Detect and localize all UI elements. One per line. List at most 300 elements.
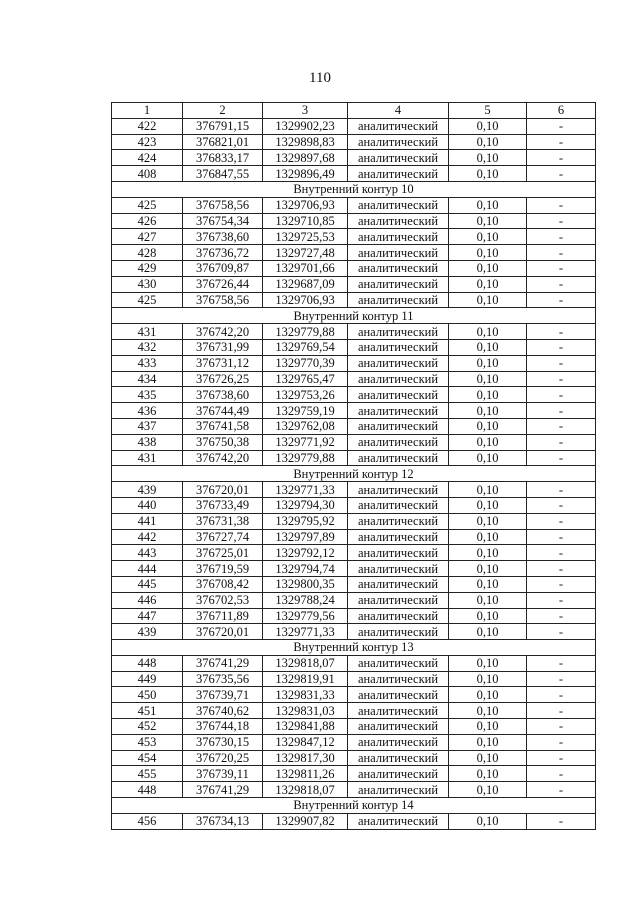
accuracy-cell: 0,10 (449, 403, 527, 419)
section-label: Внутренний контур 14 (112, 798, 596, 814)
description-cell: - (527, 687, 596, 703)
y-coordinate-cell: 1329819,91 (263, 671, 348, 687)
method-cell: аналитический (348, 245, 449, 261)
description-cell: - (527, 450, 596, 466)
y-coordinate-cell: 1329753,26 (263, 387, 348, 403)
accuracy-cell: 0,10 (449, 497, 527, 513)
point-number-cell: 454 (112, 750, 183, 766)
method-cell: аналитический (348, 213, 449, 229)
accuracy-cell: 0,10 (449, 513, 527, 529)
accuracy-cell: 0,10 (449, 766, 527, 782)
table-row (112, 813, 596, 829)
y-coordinate-cell: 1329771,92 (263, 434, 348, 450)
description-cell: - (527, 513, 596, 529)
y-coordinate-cell: 1329759,19 (263, 403, 348, 419)
accuracy-cell: 0,10 (449, 260, 527, 276)
description-cell: - (527, 482, 596, 498)
x-coordinate-cell: 376708,42 (183, 576, 263, 592)
column-header: 4 (348, 103, 449, 119)
accuracy-cell: 0,10 (449, 782, 527, 798)
description-cell: - (527, 213, 596, 229)
x-coordinate-cell: 376738,60 (183, 229, 263, 245)
accuracy-cell: 0,10 (449, 434, 527, 450)
description-cell: - (527, 782, 596, 798)
point-number-cell: 438 (112, 434, 183, 450)
x-coordinate-cell: 376847,55 (183, 166, 263, 182)
description-cell: - (527, 150, 596, 166)
point-number-cell: 408 (112, 166, 183, 182)
method-cell: аналитический (348, 450, 449, 466)
method-cell: аналитический (348, 434, 449, 450)
y-coordinate-cell: 1329725,53 (263, 229, 348, 245)
point-number-cell: 446 (112, 592, 183, 608)
method-cell: аналитический (348, 418, 449, 434)
point-number-cell: 455 (112, 766, 183, 782)
accuracy-cell: 0,10 (449, 545, 527, 561)
point-number-cell: 449 (112, 671, 183, 687)
description-cell: - (527, 608, 596, 624)
y-coordinate-cell: 1329794,74 (263, 561, 348, 577)
method-cell: аналитический (348, 703, 449, 719)
y-coordinate-cell: 1329788,24 (263, 592, 348, 608)
description-cell: - (527, 655, 596, 671)
x-coordinate-cell: 376744,18 (183, 719, 263, 735)
description-cell: - (527, 339, 596, 355)
accuracy-cell: 0,10 (449, 150, 527, 166)
y-coordinate-cell: 1329762,08 (263, 418, 348, 434)
x-coordinate-cell: 376744,49 (183, 403, 263, 419)
point-number-cell: 439 (112, 624, 183, 640)
point-number-cell: 435 (112, 387, 183, 403)
description-cell: - (527, 418, 596, 434)
x-coordinate-cell: 376758,56 (183, 197, 263, 213)
description-cell: - (527, 624, 596, 640)
method-cell: аналитический (348, 497, 449, 513)
description-cell: - (527, 371, 596, 387)
accuracy-cell: 0,10 (449, 719, 527, 735)
description-cell: - (527, 276, 596, 292)
accuracy-cell: 0,10 (449, 387, 527, 403)
table-row (112, 687, 596, 703)
point-number-cell: 452 (112, 719, 183, 735)
column-header: 2 (183, 103, 263, 119)
page-number: 110 (309, 70, 331, 86)
description-cell: - (527, 703, 596, 719)
x-coordinate-cell: 376740,62 (183, 703, 263, 719)
table-row (112, 229, 596, 245)
table-row (112, 387, 596, 403)
accuracy-cell: 0,10 (449, 339, 527, 355)
point-number-cell: 453 (112, 734, 183, 750)
description-cell: - (527, 134, 596, 150)
y-coordinate-cell: 1329902,23 (263, 118, 348, 134)
y-coordinate-cell: 1329907,82 (263, 813, 348, 829)
accuracy-cell: 0,10 (449, 166, 527, 182)
table-row (112, 482, 596, 498)
point-number-cell: 422 (112, 118, 183, 134)
description-cell: - (527, 576, 596, 592)
y-coordinate-cell: 1329710,85 (263, 213, 348, 229)
accuracy-cell: 0,10 (449, 671, 527, 687)
column-header: 5 (449, 103, 527, 119)
section-label: Внутренний контур 10 (112, 181, 596, 197)
method-cell: аналитический (348, 766, 449, 782)
method-cell: аналитический (348, 387, 449, 403)
x-coordinate-cell: 376702,53 (183, 592, 263, 608)
table-row (112, 703, 596, 719)
x-coordinate-cell: 376739,11 (183, 766, 263, 782)
table-row (112, 576, 596, 592)
y-coordinate-cell: 1329795,92 (263, 513, 348, 529)
accuracy-cell: 0,10 (449, 197, 527, 213)
accuracy-cell: 0,10 (449, 655, 527, 671)
description-cell: - (527, 529, 596, 545)
point-number-cell: 436 (112, 403, 183, 419)
table-row (112, 118, 596, 134)
x-coordinate-cell: 376821,01 (183, 134, 263, 150)
y-coordinate-cell: 1329701,66 (263, 260, 348, 276)
table-row (112, 134, 596, 150)
method-cell: аналитический (348, 687, 449, 703)
table-row (112, 260, 596, 276)
accuracy-cell: 0,10 (449, 482, 527, 498)
point-number-cell: 444 (112, 561, 183, 577)
table-row (112, 213, 596, 229)
section-row (112, 308, 596, 324)
method-cell: аналитический (348, 719, 449, 735)
accuracy-cell: 0,10 (449, 561, 527, 577)
x-coordinate-cell: 376734,13 (183, 813, 263, 829)
table-row (112, 655, 596, 671)
table-body (112, 118, 596, 829)
point-number-cell: 456 (112, 813, 183, 829)
x-coordinate-cell: 376736,72 (183, 245, 263, 261)
point-number-cell: 428 (112, 245, 183, 261)
point-number-cell: 434 (112, 371, 183, 387)
accuracy-cell: 0,10 (449, 608, 527, 624)
y-coordinate-cell: 1329817,30 (263, 750, 348, 766)
accuracy-cell: 0,10 (449, 813, 527, 829)
point-number-cell: 451 (112, 703, 183, 719)
point-number-cell: 425 (112, 197, 183, 213)
y-coordinate-cell: 1329765,47 (263, 371, 348, 387)
method-cell: аналитический (348, 734, 449, 750)
description-cell: - (527, 592, 596, 608)
x-coordinate-cell: 376726,44 (183, 276, 263, 292)
description-cell: - (527, 197, 596, 213)
x-coordinate-cell: 376741,58 (183, 418, 263, 434)
description-cell: - (527, 561, 596, 577)
method-cell: аналитический (348, 545, 449, 561)
x-coordinate-cell: 376733,49 (183, 497, 263, 513)
accuracy-cell: 0,10 (449, 592, 527, 608)
y-coordinate-cell: 1329727,48 (263, 245, 348, 261)
table-row (112, 292, 596, 308)
method-cell: аналитический (348, 529, 449, 545)
accuracy-cell: 0,10 (449, 450, 527, 466)
description-cell: - (527, 260, 596, 276)
description-cell: - (527, 292, 596, 308)
point-number-cell: 424 (112, 150, 183, 166)
description-cell: - (527, 766, 596, 782)
table-header-row (112, 103, 596, 119)
x-coordinate-cell: 376739,71 (183, 687, 263, 703)
description-cell: - (527, 671, 596, 687)
section-label: Внутренний контур 11 (112, 308, 596, 324)
method-cell: аналитический (348, 324, 449, 340)
method-cell: аналитический (348, 561, 449, 577)
x-coordinate-cell: 376741,29 (183, 782, 263, 798)
table-row (112, 434, 596, 450)
accuracy-cell: 0,10 (449, 134, 527, 150)
description-cell: - (527, 118, 596, 134)
y-coordinate-cell: 1329797,89 (263, 529, 348, 545)
method-cell: аналитический (348, 403, 449, 419)
method-cell: аналитический (348, 655, 449, 671)
accuracy-cell: 0,10 (449, 355, 527, 371)
accuracy-cell: 0,10 (449, 750, 527, 766)
section-label: Внутренний контур 12 (112, 466, 596, 482)
x-coordinate-cell: 376758,56 (183, 292, 263, 308)
method-cell: аналитический (348, 276, 449, 292)
method-cell: аналитический (348, 166, 449, 182)
table-row (112, 197, 596, 213)
accuracy-cell: 0,10 (449, 324, 527, 340)
method-cell: аналитический (348, 624, 449, 640)
y-coordinate-cell: 1329706,93 (263, 292, 348, 308)
point-number-cell: 447 (112, 608, 183, 624)
column-header: 1 (112, 103, 183, 119)
table-row (112, 766, 596, 782)
table-row (112, 529, 596, 545)
accuracy-cell: 0,10 (449, 687, 527, 703)
section-row (112, 798, 596, 814)
y-coordinate-cell: 1329831,03 (263, 703, 348, 719)
point-number-cell: 423 (112, 134, 183, 150)
point-number-cell: 450 (112, 687, 183, 703)
method-cell: аналитический (348, 750, 449, 766)
x-coordinate-cell: 376731,12 (183, 355, 263, 371)
accuracy-cell: 0,10 (449, 703, 527, 719)
y-coordinate-cell: 1329770,39 (263, 355, 348, 371)
x-coordinate-cell: 376730,15 (183, 734, 263, 750)
y-coordinate-cell: 1329779,88 (263, 324, 348, 340)
method-cell: аналитический (348, 339, 449, 355)
x-coordinate-cell: 376720,25 (183, 750, 263, 766)
y-coordinate-cell: 1329771,33 (263, 482, 348, 498)
x-coordinate-cell: 376731,38 (183, 513, 263, 529)
method-cell: аналитический (348, 355, 449, 371)
table-row (112, 545, 596, 561)
point-number-cell: 448 (112, 782, 183, 798)
method-cell: аналитический (348, 229, 449, 245)
x-coordinate-cell: 376727,74 (183, 529, 263, 545)
method-cell: аналитический (348, 150, 449, 166)
point-number-cell: 439 (112, 482, 183, 498)
table-row (112, 324, 596, 340)
table-row (112, 719, 596, 735)
method-cell: аналитический (348, 513, 449, 529)
point-number-cell: 443 (112, 545, 183, 561)
table-row (112, 608, 596, 624)
table-row (112, 355, 596, 371)
description-cell: - (527, 324, 596, 340)
section-row (112, 181, 596, 197)
y-coordinate-cell: 1329779,56 (263, 608, 348, 624)
section-row (112, 466, 596, 482)
method-cell: аналитический (348, 576, 449, 592)
method-cell: аналитический (348, 482, 449, 498)
y-coordinate-cell: 1329898,83 (263, 134, 348, 150)
accuracy-cell: 0,10 (449, 292, 527, 308)
method-cell: аналитический (348, 134, 449, 150)
point-number-cell: 432 (112, 339, 183, 355)
table-row (112, 166, 596, 182)
method-cell: аналитический (348, 292, 449, 308)
point-number-cell: 426 (112, 213, 183, 229)
accuracy-cell: 0,10 (449, 529, 527, 545)
y-coordinate-cell: 1329896,49 (263, 166, 348, 182)
table-row (112, 750, 596, 766)
point-number-cell: 425 (112, 292, 183, 308)
table-row (112, 371, 596, 387)
y-coordinate-cell: 1329794,30 (263, 497, 348, 513)
column-header: 6 (527, 103, 596, 119)
section-row (112, 640, 596, 656)
point-number-cell: 437 (112, 418, 183, 434)
method-cell: аналитический (348, 671, 449, 687)
table-row (112, 497, 596, 513)
x-coordinate-cell: 376725,01 (183, 545, 263, 561)
y-coordinate-cell: 1329771,33 (263, 624, 348, 640)
accuracy-cell: 0,10 (449, 118, 527, 134)
y-coordinate-cell: 1329831,33 (263, 687, 348, 703)
table-row (112, 403, 596, 419)
table-row (112, 150, 596, 166)
description-cell: - (527, 545, 596, 561)
description-cell: - (527, 387, 596, 403)
table-row (112, 276, 596, 292)
x-coordinate-cell: 376791,15 (183, 118, 263, 134)
accuracy-cell: 0,10 (449, 371, 527, 387)
table-row (112, 624, 596, 640)
table-row (112, 734, 596, 750)
point-number-cell: 445 (112, 576, 183, 592)
x-coordinate-cell: 376731,99 (183, 339, 263, 355)
y-coordinate-cell: 1329687,09 (263, 276, 348, 292)
y-coordinate-cell: 1329818,07 (263, 782, 348, 798)
y-coordinate-cell: 1329811,26 (263, 766, 348, 782)
point-number-cell: 427 (112, 229, 183, 245)
y-coordinate-cell: 1329841,88 (263, 719, 348, 735)
table-row (112, 782, 596, 798)
accuracy-cell: 0,10 (449, 245, 527, 261)
table-row (112, 245, 596, 261)
x-coordinate-cell: 376742,20 (183, 324, 263, 340)
description-cell: - (527, 734, 596, 750)
description-cell: - (527, 229, 596, 245)
y-coordinate-cell: 1329847,12 (263, 734, 348, 750)
description-cell: - (527, 166, 596, 182)
description-cell: - (527, 403, 596, 419)
accuracy-cell: 0,10 (449, 734, 527, 750)
x-coordinate-cell: 376741,29 (183, 655, 263, 671)
point-number-cell: 442 (112, 529, 183, 545)
y-coordinate-cell: 1329897,68 (263, 150, 348, 166)
description-cell: - (527, 813, 596, 829)
description-cell: - (527, 245, 596, 261)
method-cell: аналитический (348, 813, 449, 829)
accuracy-cell: 0,10 (449, 229, 527, 245)
table-row (112, 418, 596, 434)
point-number-cell: 441 (112, 513, 183, 529)
accuracy-cell: 0,10 (449, 624, 527, 640)
x-coordinate-cell: 376711,89 (183, 608, 263, 624)
x-coordinate-cell: 376720,01 (183, 624, 263, 640)
method-cell: аналитический (348, 197, 449, 213)
accuracy-cell: 0,10 (449, 576, 527, 592)
y-coordinate-cell: 1329769,54 (263, 339, 348, 355)
method-cell: аналитический (348, 608, 449, 624)
y-coordinate-cell: 1329779,88 (263, 450, 348, 466)
x-coordinate-cell: 376750,38 (183, 434, 263, 450)
point-number-cell: 430 (112, 276, 183, 292)
section-label: Внутренний контур 13 (112, 640, 596, 656)
point-number-cell: 433 (112, 355, 183, 371)
x-coordinate-cell: 376754,34 (183, 213, 263, 229)
point-number-cell: 431 (112, 450, 183, 466)
table-row (112, 671, 596, 687)
table-row (112, 450, 596, 466)
x-coordinate-cell: 376735,56 (183, 671, 263, 687)
column-header: 3 (263, 103, 348, 119)
description-cell: - (527, 434, 596, 450)
y-coordinate-cell: 1329818,07 (263, 655, 348, 671)
x-coordinate-cell: 376726,25 (183, 371, 263, 387)
method-cell: аналитический (348, 118, 449, 134)
x-coordinate-cell: 376709,87 (183, 260, 263, 276)
x-coordinate-cell: 376720,01 (183, 482, 263, 498)
table-row (112, 513, 596, 529)
x-coordinate-cell: 376738,60 (183, 387, 263, 403)
point-number-cell: 429 (112, 260, 183, 276)
y-coordinate-cell: 1329792,12 (263, 545, 348, 561)
y-coordinate-cell: 1329706,93 (263, 197, 348, 213)
point-number-cell: 440 (112, 497, 183, 513)
method-cell: аналитический (348, 592, 449, 608)
description-cell: - (527, 497, 596, 513)
x-coordinate-cell: 376742,20 (183, 450, 263, 466)
x-coordinate-cell: 376719,59 (183, 561, 263, 577)
coordinates-table (111, 102, 596, 830)
point-number-cell: 448 (112, 655, 183, 671)
description-cell: - (527, 355, 596, 371)
accuracy-cell: 0,10 (449, 276, 527, 292)
table-row (112, 561, 596, 577)
table-row (112, 592, 596, 608)
description-cell: - (527, 750, 596, 766)
method-cell: аналитический (348, 371, 449, 387)
y-coordinate-cell: 1329800,35 (263, 576, 348, 592)
table-row (112, 339, 596, 355)
point-number-cell: 431 (112, 324, 183, 340)
accuracy-cell: 0,10 (449, 418, 527, 434)
method-cell: аналитический (348, 260, 449, 276)
method-cell: аналитический (348, 782, 449, 798)
accuracy-cell: 0,10 (449, 213, 527, 229)
description-cell: - (527, 719, 596, 735)
x-coordinate-cell: 376833,17 (183, 150, 263, 166)
